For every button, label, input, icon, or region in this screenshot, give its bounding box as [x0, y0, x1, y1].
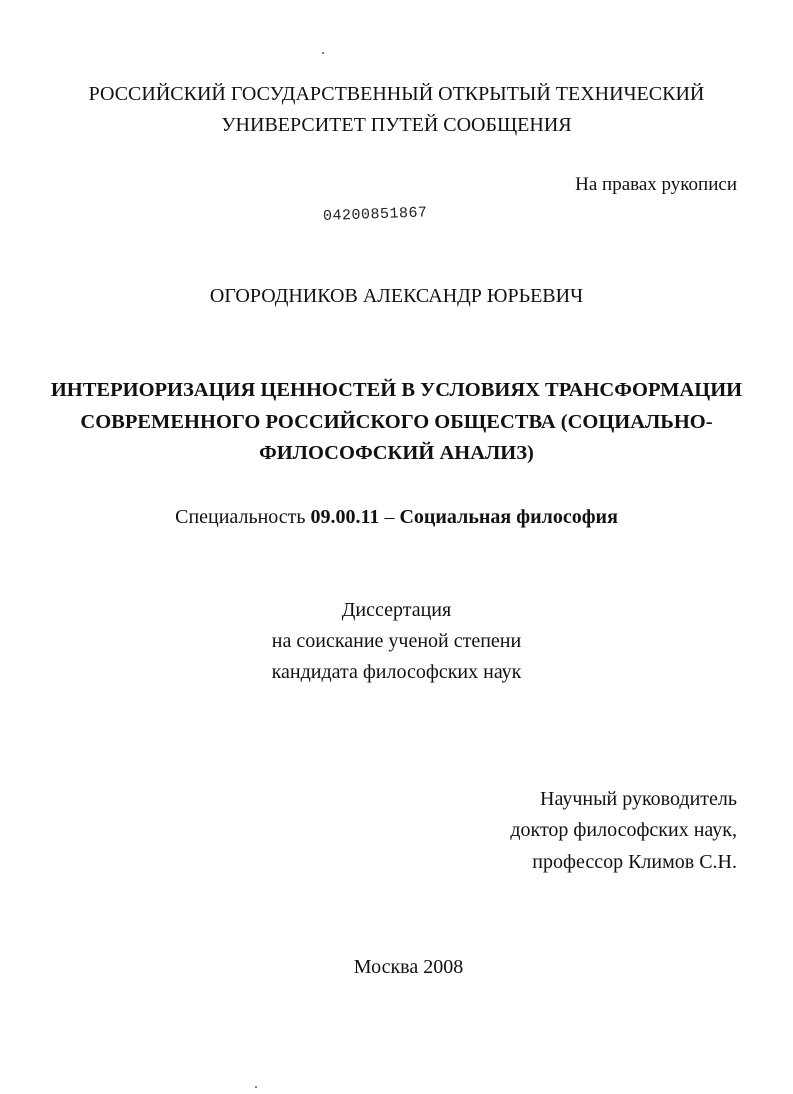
city-year: Москва 2008 — [353, 956, 464, 978]
degree-line2: на соискание ученой степени — [271, 630, 522, 652]
supervisor-line1: Научный руководитель — [540, 788, 737, 810]
degree-line3: кандидата философских наук — [271, 661, 522, 683]
manuscript-note: На правах рукописи — [575, 174, 737, 195]
scan-speck-top — [322, 52, 324, 54]
degree-line1: Диссертация — [341, 599, 452, 621]
supervisor-line2: доктор философских наук, — [510, 819, 737, 841]
specialty-separator: – — [379, 506, 400, 528]
specialty-code: 09.00.11 — [310, 506, 380, 528]
specialty-name: Социальная философия — [399, 506, 618, 528]
supervisor-line3: профессор Климов С.Н. — [532, 851, 737, 873]
catalog-number: 04200851867 — [322, 204, 428, 225]
author-name: ОГОРОДНИКОВ АЛЕКСАНДР ЮРЬЕВИЧ — [209, 285, 584, 307]
dissertation-title-line1: ИНТЕРИОРИЗАЦИЯ ЦЕННОСТЕЙ В УСЛОВИЯХ ТРАНСФОРМАЦИИ — [50, 379, 743, 401]
dissertation-title-line2: СОВРЕМЕННОГО РОССИЙСКОГО ОБЩЕСТВА (СОЦИАЛЬНО- — [80, 411, 713, 433]
specialty-prefix: Специальность — [175, 506, 311, 528]
university-name-line1: РОССИЙСКИЙ ГОСУДАРСТВЕННЫЙ ОТКРЫТЫЙ ТЕХНИЧЕСКИЙ — [88, 83, 705, 105]
specialty-line — [0, 505, 793, 529]
dissertation-title-line3: ФИЛОСОФСКИЙ АНАЛИЗ) — [259, 442, 534, 464]
scan-speck-bottom — [255, 1086, 257, 1088]
university-name-line2: УНИВЕРСИТЕТ ПУТЕЙ СООБЩЕНИЯ — [221, 114, 572, 136]
